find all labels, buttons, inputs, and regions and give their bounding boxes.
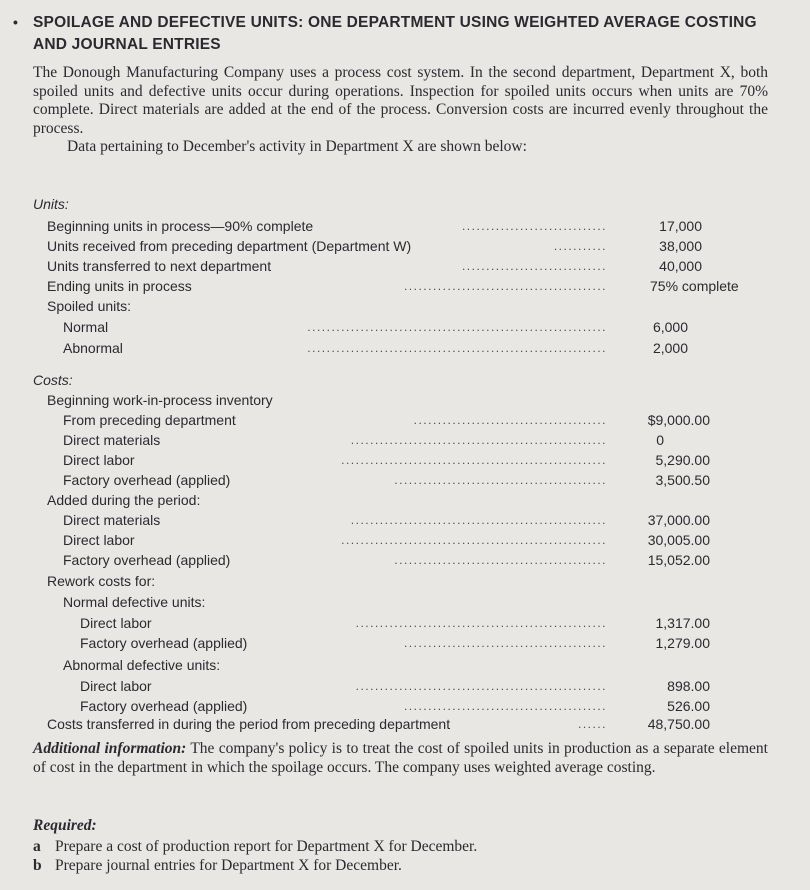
line-value: 37,000.00 <box>647 512 710 528</box>
units-heading: Units: <box>33 196 69 212</box>
line-value: 5,290.00 <box>655 452 710 468</box>
additional-info <box>33 740 768 777</box>
line-value: 898.00 <box>667 678 710 694</box>
costs-heading: Costs: <box>33 372 73 388</box>
line-item: Factory overhead (applied) .......................................... <box>80 698 607 714</box>
bullet-icon: • <box>13 14 18 30</box>
line-value: 48,750.00 <box>647 716 710 732</box>
line-item: Factory overhead (applied) .......................................... <box>80 635 607 651</box>
line-value: 1,279.00 <box>655 635 710 651</box>
line-value: 17,000 <box>659 218 702 234</box>
line-item: Beginning units in process—90% complete .............................. <box>47 218 607 234</box>
line-item: Direct labor .................................................... <box>80 615 607 631</box>
line-value: 30,005.00 <box>647 532 710 548</box>
line-value: 526.00 <box>667 698 710 714</box>
line-value: 38,000 <box>659 238 702 254</box>
line-item: Abnormal .............................................................. <box>63 340 607 356</box>
line-item: From preceding department ........................................ <box>63 412 607 428</box>
intro-text: The Donough Manufacturing Company uses a process cost system. In the second department, Department X, both spoiled units and defective units occur during operations. Inspection for spoiled units occurs when units are 70% complete. Direct materials are added at the end of the process. Conversion costs are incurred evenly throughout the process. <box>33 64 768 137</box>
subheading: Beginning work-in-process inventory <box>47 392 273 408</box>
subheading: Added during the period: <box>47 492 201 508</box>
required-heading: Required: <box>33 817 97 834</box>
line-value: 6,000 <box>652 319 688 335</box>
line-item: Units received from preceding department (Department W) ........... <box>47 238 607 254</box>
problem-title: SPOILAGE AND DEFECTIVE UNITS: ONE DEPARTMENT USING WEIGHTED AVERAGE COSTING AND JOURNAL ENTRIES <box>33 14 757 53</box>
subheading: Normal defective units: <box>63 594 206 610</box>
required-item: a Prepare a cost of production report for Department X for December. <box>33 838 478 855</box>
additional-text: The company's policy is to treat the cost of spoiled units in production as a separate element of cost in the department in which the spoilage occurs. The company uses weighted average costing. <box>33 740 768 776</box>
line-value: 75% complete <box>650 278 739 294</box>
line-value: 1,317.00 <box>655 615 710 631</box>
additional-heading: Additional information: <box>33 740 187 757</box>
subheading: Spoiled units: <box>47 298 132 314</box>
line-item: Costs transferred in during the period from preceding department ...... <box>47 716 607 732</box>
required-item: b Prepare journal entries for Department X for December. <box>33 857 402 874</box>
intro-paragraph <box>33 64 768 157</box>
line-value: 2,000 <box>652 340 688 356</box>
line-item: Direct materials ..................................................... <box>63 432 607 448</box>
line-value: $9,000.00 <box>647 412 710 428</box>
line-value: 3,500.50 <box>655 472 710 488</box>
line-item: Direct labor ....................................................... <box>63 532 607 548</box>
line-value: 15,052.00 <box>647 552 710 568</box>
line-item: Ending units in process .......................................... <box>47 278 607 294</box>
line-item: Factory overhead (applied) ............................................ <box>63 552 607 568</box>
line-value: 0 <box>656 432 664 448</box>
line-value: 40,000 <box>659 258 702 274</box>
line-item: Units transferred to next department .............................. <box>47 258 607 274</box>
line-item: Direct labor ....................................................... <box>63 452 607 468</box>
line-item: Direct labor .................................................... <box>80 678 607 694</box>
subheading: Abnormal defective units: <box>63 657 221 673</box>
line-item: Factory overhead (applied) ............................................ <box>63 472 607 488</box>
intro-last-line: Data pertaining to December's activity in Department X are shown below: <box>67 138 527 155</box>
subheading: Rework costs for: <box>47 573 156 589</box>
line-item: Normal .............................................................. <box>63 319 607 335</box>
line-item: Direct materials ..................................................... <box>63 512 607 528</box>
